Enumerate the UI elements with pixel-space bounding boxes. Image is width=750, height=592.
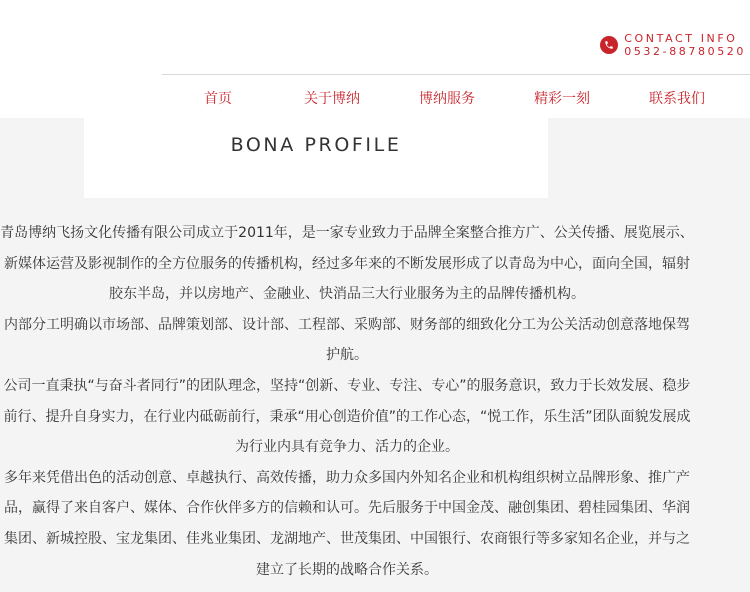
intro-paragraph: 内部分工明确以市场部、品牌策划部、设计部、工程部、采购部、财务部的细致化分工为公关活动创意落地保驾护航。 — [4, 316, 690, 364]
nav-item-about[interactable]: 关于博纳 — [304, 91, 360, 107]
site-header — [0, 0, 750, 118]
intro-paragraph: 多年来凭借出色的活动创意、卓越执行、高效传播，助力众多国内外知名企业和机构组织树立品牌形象、推广产品，赢得了来自客户、媒体、合作伙伴多方的信赖和认可。先后服务于中国金茂、融创集团、碧桂园集团、华润集团、新城控股、宝龙集团、佳兆业集团、龙湖地产、世茂集团、中国银行、农商银行等多家知名企业，并与之建立了长期的战略合作关系。 — [4, 469, 690, 578]
contact-label: CONTACT INFO — [624, 32, 738, 45]
contact-info — [600, 32, 746, 58]
nav-item-services[interactable]: 博纳服务 — [419, 91, 475, 107]
nav-item-highlights[interactable]: 精彩一刻 — [534, 91, 590, 107]
main-nav — [0, 88, 750, 108]
company-intro — [0, 218, 694, 585]
profile-heading-card — [84, 118, 548, 198]
nav-item-contact[interactable]: 联系我们 — [649, 91, 705, 107]
intro-paragraph: 公司一直秉执“与奋斗者同行”的团队理念，坚持“创新、专业、专注、专心”的服务意识，致力于长效发展、稳步前行、提升自身实力，在行业内砥砺前行，秉承“用心创造价值”的工作心态，“悦工作，乐生活”团队面貌发展成为行业内具有竞争力、活力的企业。 — [3, 377, 691, 456]
phone-icon — [600, 36, 618, 54]
nav-item-home[interactable]: 首页 — [204, 91, 232, 107]
intro-paragraph: 青岛博纳飞扬文化传播有限公司成立于2011年，是一家专业致力于品牌全案整合推方广、公关传播、展览展示、新媒体运营及影视制作的全方位服务的传播机构，经过多年来的不断发展形成了以青岛为中心，面向全国，辐射胶东半岛，并以房地产、金融业、快消品三大行业服务为主的品牌传播机构。 — [0, 225, 694, 303]
contact-phone[interactable]: 0532-88780520 — [624, 45, 746, 58]
profile-title: BONA PROFILE — [230, 134, 402, 156]
header-divider — [162, 74, 750, 75]
